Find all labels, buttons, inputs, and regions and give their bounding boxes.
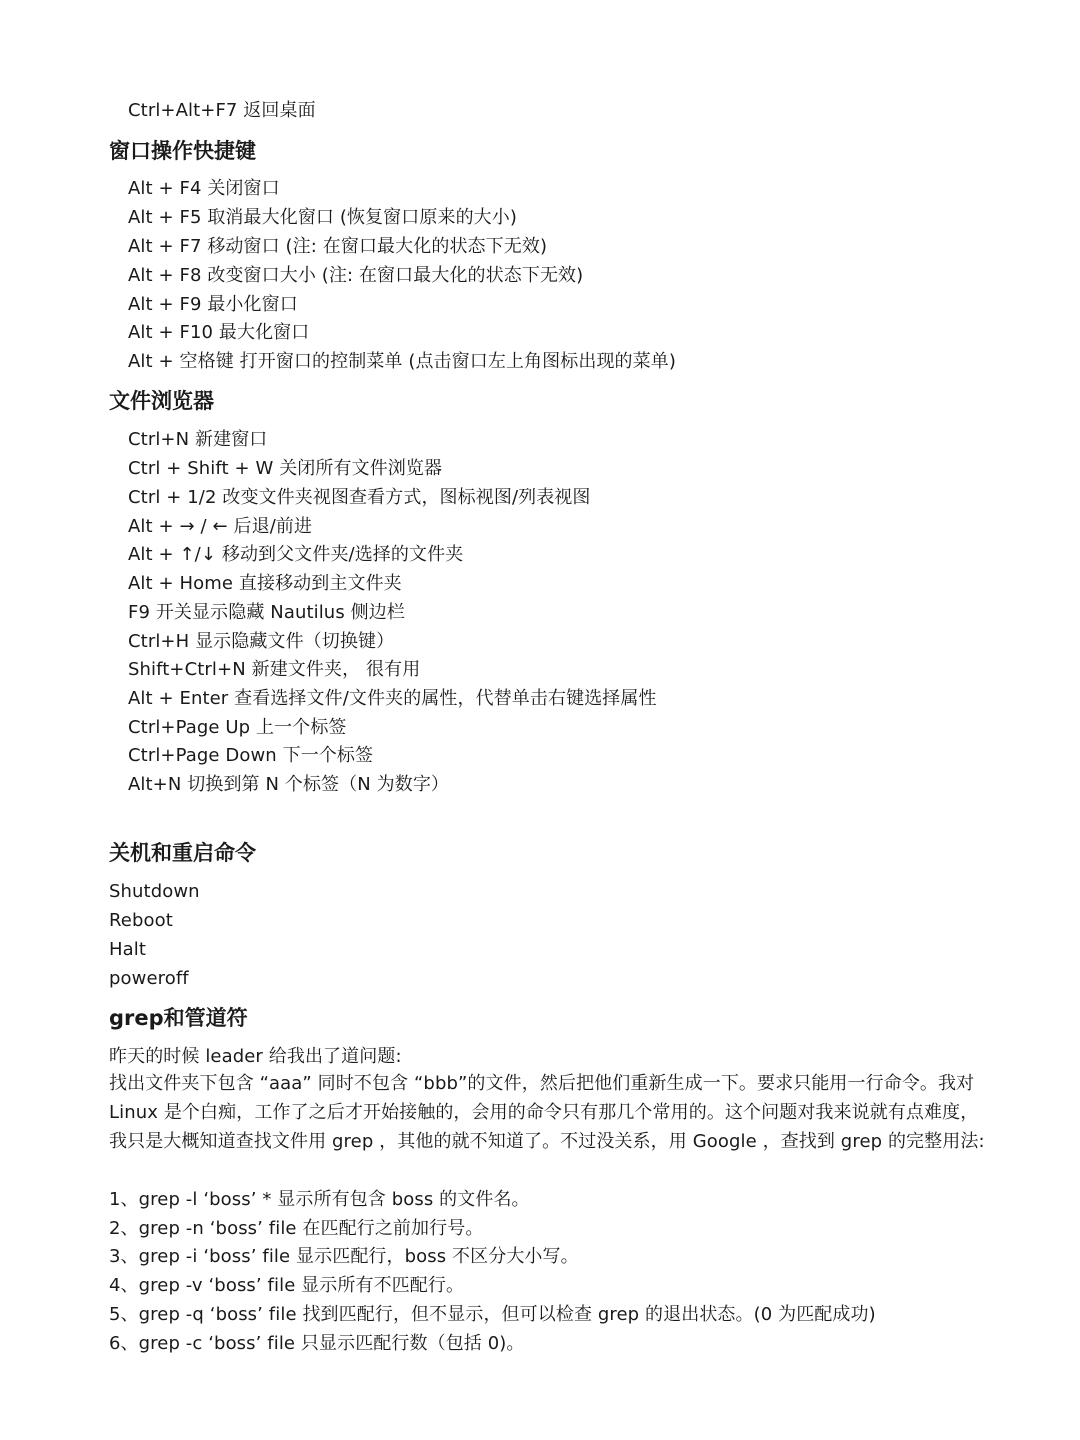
shutdown-command: Reboot: [109, 910, 173, 931]
shutdown-command: Halt: [109, 939, 147, 960]
window-op-item: Alt + 空格键 打开窗口的控制菜单 (点击窗口左上角图标出现的菜单): [128, 351, 676, 372]
heading-file-browser: 文件浏览器: [109, 389, 214, 413]
shortcut-ctrl-alt-f7: Ctrl+Alt+F7 返回桌面: [128, 100, 316, 121]
heading-grep: grep和管道符: [109, 1006, 248, 1030]
grep-usage-item: 3、grep -i ‘boss’ file 显示匹配行，boss 不区分大小写。: [109, 1246, 579, 1267]
file-browser-item: Ctrl+N 新建窗口: [128, 429, 268, 450]
window-op-item: Alt + F4 关闭窗口: [128, 178, 280, 199]
grep-paragraph: 找出文件夹下包含 “aaa” 同时不包含 “bbb”的文件，然后把他们重新生成一下。要求只能用一行命令。我对 Linux 是个白痴，工作了之后才开始接触的，会用的命令只有那几个常用的。这个问题对我来说就有点难度，我只是大概知道查找文件用 grep ，其他的就不知道了。不过没关系，用 Google ，查找到 grep 的完整用法:: [109, 1073, 985, 1152]
window-op-item: Alt + F5 取消最大化窗口 (恢复窗口原来的大小): [128, 207, 517, 228]
window-op-item: Alt + F10 最大化窗口: [128, 322, 310, 343]
file-browser-item: Ctrl+Page Down 下一个标签: [128, 745, 374, 766]
file-browser-item: Ctrl+Page Up 上一个标签: [128, 717, 347, 738]
grep-usage-item: 2、grep -n ‘boss’ file 在匹配行之前加行号。: [109, 1218, 484, 1239]
file-browser-item: Alt + → / ← 后退/前进: [128, 516, 313, 537]
file-browser-item: Shift+Ctrl+N 新建文件夹， 很有用: [128, 659, 421, 680]
file-browser-item: Alt + Enter 查看选择文件/文件夹的属性，代替单击右键选择属性: [128, 688, 657, 709]
grep-usage-item: 1、grep -l ‘boss’ * 显示所有包含 boss 的文件名。: [109, 1189, 530, 1210]
window-op-item: Alt + F9 最小化窗口: [128, 294, 298, 315]
file-browser-item: Alt + ↑/↓ 移动到父文件夹/选择的文件夹: [128, 544, 464, 565]
file-browser-item: Alt+N 切换到第 N 个标签（N 为数字）: [128, 774, 450, 795]
grep-usage-item: 5、grep -q ‘boss’ file 找到匹配行，但不显示，但可以检查 grep 的退出状态。(0 为匹配成功): [109, 1304, 876, 1325]
grep-usage-item: 6、grep -c ‘boss’ file 只显示匹配行数（包括 0)。: [109, 1333, 525, 1354]
grep-usage-item: 4、grep -v ‘boss’ file 显示所有不匹配行。: [109, 1275, 465, 1296]
shutdown-command: poweroff: [109, 968, 189, 989]
file-browser-item: Alt + Home 直接移动到主文件夹: [128, 573, 402, 594]
window-op-item: Alt + F8 改变窗口大小 (注: 在窗口最大化的状态下无效): [128, 265, 584, 286]
file-browser-item: F9 开关显示隐藏 Nautilus 侧边栏: [128, 602, 405, 623]
file-browser-item: Ctrl+H 显示隐藏文件（切换键）: [128, 631, 395, 652]
file-browser-item: Ctrl + 1/2 改变文件夹视图查看方式，图标视图/列表视图: [128, 487, 591, 508]
shutdown-command: Shutdown: [109, 881, 200, 902]
grep-intro: 昨天的时候 leader 给我出了道问题:: [109, 1046, 402, 1067]
window-op-item: Alt + F7 移动窗口 (注: 在窗口最大化的状态下无效): [128, 236, 548, 257]
heading-window-ops: 窗口操作快捷键: [109, 139, 256, 163]
heading-shutdown: 关机和重启命令: [109, 841, 256, 865]
file-browser-item: Ctrl + Shift + W 关闭所有文件浏览器: [128, 458, 443, 479]
